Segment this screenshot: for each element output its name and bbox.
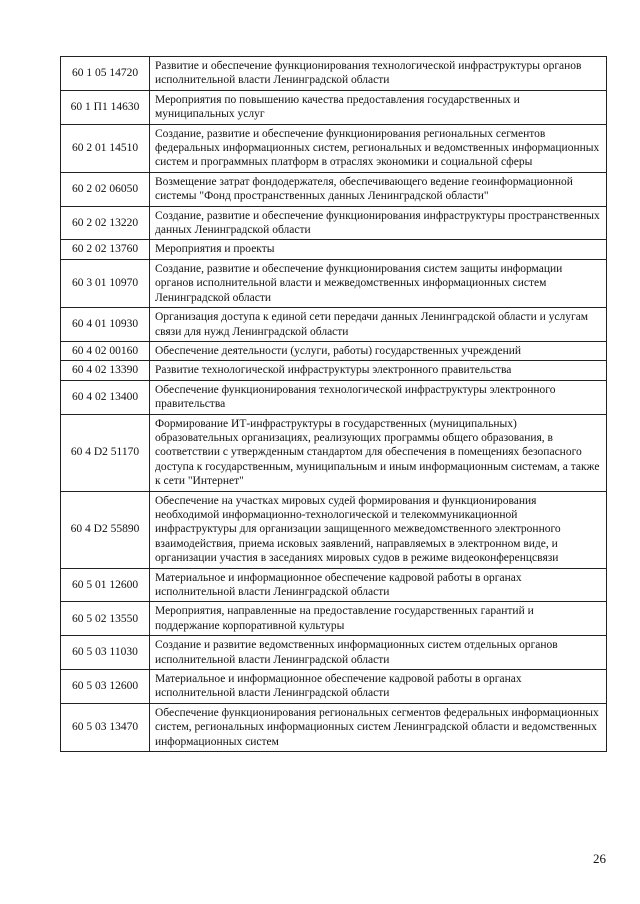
row-description: Материальное и информационное обеспечение кадровой работы в органах исполнительной власти Ленинградской области bbox=[150, 568, 607, 602]
page-number: 26 bbox=[593, 851, 606, 866]
table-row bbox=[61, 206, 607, 240]
row-description: Создание, развитие и обеспечение функционирования систем защиты информации органов исполнительной власти и межведомственных информационных систем Ленинградской области bbox=[150, 259, 607, 307]
row-description: Обеспечение функционирования региональных сегментов федеральных информационных систем, региональных информационных систем Ленинградской области и ведомственных информационных систем bbox=[150, 703, 607, 751]
row-description: Возмещение затрат фондодержателя, обеспечивающего ведение геоинформационной системы "Фонд пространственных данных Ленинградской области" bbox=[150, 172, 607, 206]
table-row bbox=[61, 308, 607, 342]
row-code: 60 1 05 14720 bbox=[61, 57, 150, 91]
table-row bbox=[61, 414, 607, 491]
row-description: Обеспечение на участках мировых судей формирования и функционирования необходимой информационно-технологической и телекоммуникационной инфраструктуры для организации защищенного межведомственного электронного взаимодействия, приема исковых заявлений, направляемых в электронном виде, и организации участия в заседаниях мировых судов в режиме видеоконференцсвязи bbox=[150, 491, 607, 568]
table-row bbox=[61, 636, 607, 670]
table-row bbox=[61, 361, 607, 380]
table-row bbox=[61, 568, 607, 602]
row-code: 60 5 03 12600 bbox=[61, 670, 150, 704]
row-code: 60 5 03 11030 bbox=[61, 636, 150, 670]
row-description: Обеспечение деятельности (услуги, работы) государственных учреждений bbox=[150, 341, 607, 360]
table-row bbox=[61, 57, 607, 91]
table-row bbox=[61, 341, 607, 360]
row-description: Развитие технологической инфраструктуры электронного правительства bbox=[150, 361, 607, 380]
table-row bbox=[61, 259, 607, 307]
row-description: Создание, развитие и обеспечение функционирования инфраструктуры пространственных данных Ленинградской области bbox=[150, 206, 607, 240]
row-code: 60 1 П1 14630 bbox=[61, 90, 150, 124]
row-code: 60 2 02 13760 bbox=[61, 240, 150, 259]
row-code: 60 5 02 13550 bbox=[61, 602, 150, 636]
row-description: Мероприятия и проекты bbox=[150, 240, 607, 259]
table-row bbox=[61, 670, 607, 704]
row-description: Материальное и информационное обеспечение кадровой работы в органах исполнительной власти Ленинградской области bbox=[150, 670, 607, 704]
row-code: 60 3 01 10970 bbox=[61, 259, 150, 307]
row-description: Организация доступа к единой сети передачи данных Ленинградской области и услугам связи для нужд Ленинградской области bbox=[150, 308, 607, 342]
row-code: 60 4 D2 55890 bbox=[61, 491, 150, 568]
row-code: 60 4 02 13400 bbox=[61, 380, 150, 414]
table-row bbox=[61, 491, 607, 568]
table-row bbox=[61, 90, 607, 124]
row-code: 60 4 02 13390 bbox=[61, 361, 150, 380]
row-code: 60 2 01 14510 bbox=[61, 124, 150, 172]
row-code: 60 4 D2 51170 bbox=[61, 414, 150, 491]
row-description: Мероприятия по повышению качества предоставления государственных и муниципальных услуг bbox=[150, 90, 607, 124]
row-description: Обеспечение функционирования технологической инфраструктуры электронного правительства bbox=[150, 380, 607, 414]
table-row bbox=[61, 124, 607, 172]
table-row bbox=[61, 602, 607, 636]
row-description: Создание, развитие и обеспечение функционирования региональных сегментов федеральных информационных систем, региональных и ведомственных информационных систем и программных платформ в отраслях экономики и социальной сферы bbox=[150, 124, 607, 172]
budget-classification-table bbox=[60, 56, 607, 752]
row-description: Мероприятия, направленные на предоставление государственных гарантий и поддержание корпоративной культуры bbox=[150, 602, 607, 636]
table-row bbox=[61, 240, 607, 259]
table-row bbox=[61, 172, 607, 206]
row-code: 60 2 02 06050 bbox=[61, 172, 150, 206]
row-code: 60 4 01 10930 bbox=[61, 308, 150, 342]
table-row bbox=[61, 380, 607, 414]
row-code: 60 2 02 13220 bbox=[61, 206, 150, 240]
row-description: Формирование ИТ-инфраструктуры в государственных (муниципальных) образовательных организациях, реализующих программы общего образования, в соответствии с утвержденным стандартом для обеспечения в помещениях безопасного доступа к государственным, муниципальным и иным информационным системам, а также к сети "Интернет" bbox=[150, 414, 607, 491]
row-code: 60 4 02 00160 bbox=[61, 341, 150, 360]
row-code: 60 5 03 13470 bbox=[61, 703, 150, 751]
row-description: Развитие и обеспечение функционирования технологической инфраструктуры органов исполнительной власти Ленинградской области bbox=[150, 57, 607, 91]
row-code: 60 5 01 12600 bbox=[61, 568, 150, 602]
table-row bbox=[61, 703, 607, 751]
row-description: Создание и развитие ведомственных информационных систем отдельных органов исполнительной власти Ленинградской области bbox=[150, 636, 607, 670]
